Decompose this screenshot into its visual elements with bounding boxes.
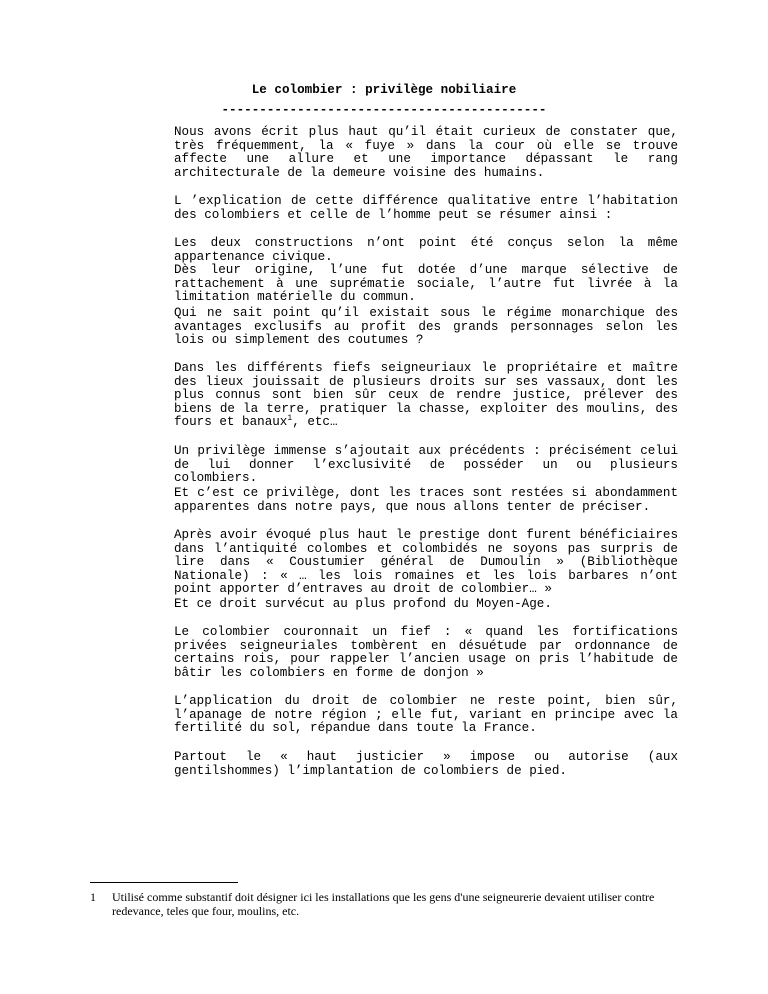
document-title: Le colombier : privilège nobiliaire [251, 83, 517, 97]
paragraph-5 [90, 362, 678, 430]
footnote-text: Utilisé comme substantif doit désigner ici les installations que les gens d'une seigneurerie devaient utiliser contre redevance, teles que four, moulins, etc. [112, 890, 655, 918]
footnote-separator [90, 882, 238, 883]
paragraph-12 [90, 751, 678, 778]
paragraph-4 [90, 307, 678, 348]
paragraph-text: Dans les différents fiefs seigneuriaux le propriétaire et maître des lieux jouissait de plusieurs droits sur ses vassaux, dont les plus connus sont bien sûr ceux de rendre justice, prélever des biens de la terre, pratiquer la chasse, exploiter des moulins, des fours et banaux$^1$, etc… [174, 361, 678, 430]
paragraph-11 [90, 695, 678, 736]
paragraph-text: L ’explication de cette différence qualitative entre l’habitation des colombiers et celle de l’homme peut se résumer ainsi : [174, 194, 678, 222]
footnote-marker[interactable]: 1 [287, 414, 293, 424]
paragraph-text: Un privilège immense s’ajoutait aux précédents : précisément celui de lui donner l’exclusivité de posséder un ou plusieurs colombiers. [174, 444, 678, 486]
paragraph-text: Les deux constructions n’ont point été conçus selon la même appartenance civique. [174, 236, 678, 264]
paragraph-text: Et ce droit survécut au plus profond du Moyen-Age. [174, 597, 552, 611]
paragraph-text: Et c’est ce privilège, dont les traces sont restées si abondamment apparentes dans notre pays, que nous allons tenter de préciser. [174, 486, 678, 514]
footnote [90, 890, 690, 918]
footnote-number: 1 [90, 890, 96, 904]
paragraph-2 [90, 195, 678, 222]
paragraph-text: Dès leur origine, l’une fut dotée d’une marque sélective de rattachement à une suprématie sociale, l’autre fut livrée à la limitation matérielle du commun. [174, 263, 678, 305]
paragraph-10 [90, 626, 678, 680]
paragraph-1 [90, 126, 678, 180]
paragraph-3 [90, 237, 678, 305]
title-separator: ------------------------------------------- [221, 103, 547, 117]
paragraph-text: L’application du droit de colombier ne reste point, bien sûr, l’apanage de notre région ; elle fut, variant en principe avec la fertilité du sol, répandue dans toute la France. [174, 694, 678, 736]
paragraph-text: Après avoir évoqué plus haut le prestige dont furent bénéficiaires dans l’antiquité colombes et colombidés ne soyons pas surpris de lire dans « Coustumier général de Dumoulin » (Bibliothèque Nationale) : « … les lois romaines et les lois barbares n’ont point apporter d’entraves au droit de colombier… » [174, 528, 678, 597]
paragraph-9 [90, 598, 678, 612]
paragraph-6 [90, 445, 678, 486]
paragraph-text: Nous avons écrit plus haut qu’il était curieux de constater que, très fréquemment, la « fuye » dans la cour où elle se trouve affecte une allure et une importance dépassant le rang architecturale de la demeure voisine des humains. [174, 125, 678, 180]
paragraph-8 [90, 529, 678, 597]
paragraph-text: Qui ne sait point qu’il existait sous le régime monarchique des avantages exclusifs au profit des grands personnages selon les lois ou simplement des coutumes ? [174, 306, 678, 348]
paragraph-7 [90, 487, 678, 514]
paragraph-text: Le colombier couronnait un fief : « quand les fortifications privées seigneuriales tombèrent en désuétude par ordonnance de certains rois, pour rappeler l’ancien usage on pris l’habitude de bâtir les colombiers en forme de donjon » [174, 625, 678, 680]
paragraph-text: Partout le « haut justicier » impose ou autorise (aux gentilshommes) l’implantation de colombiers de pied. [174, 750, 678, 778]
